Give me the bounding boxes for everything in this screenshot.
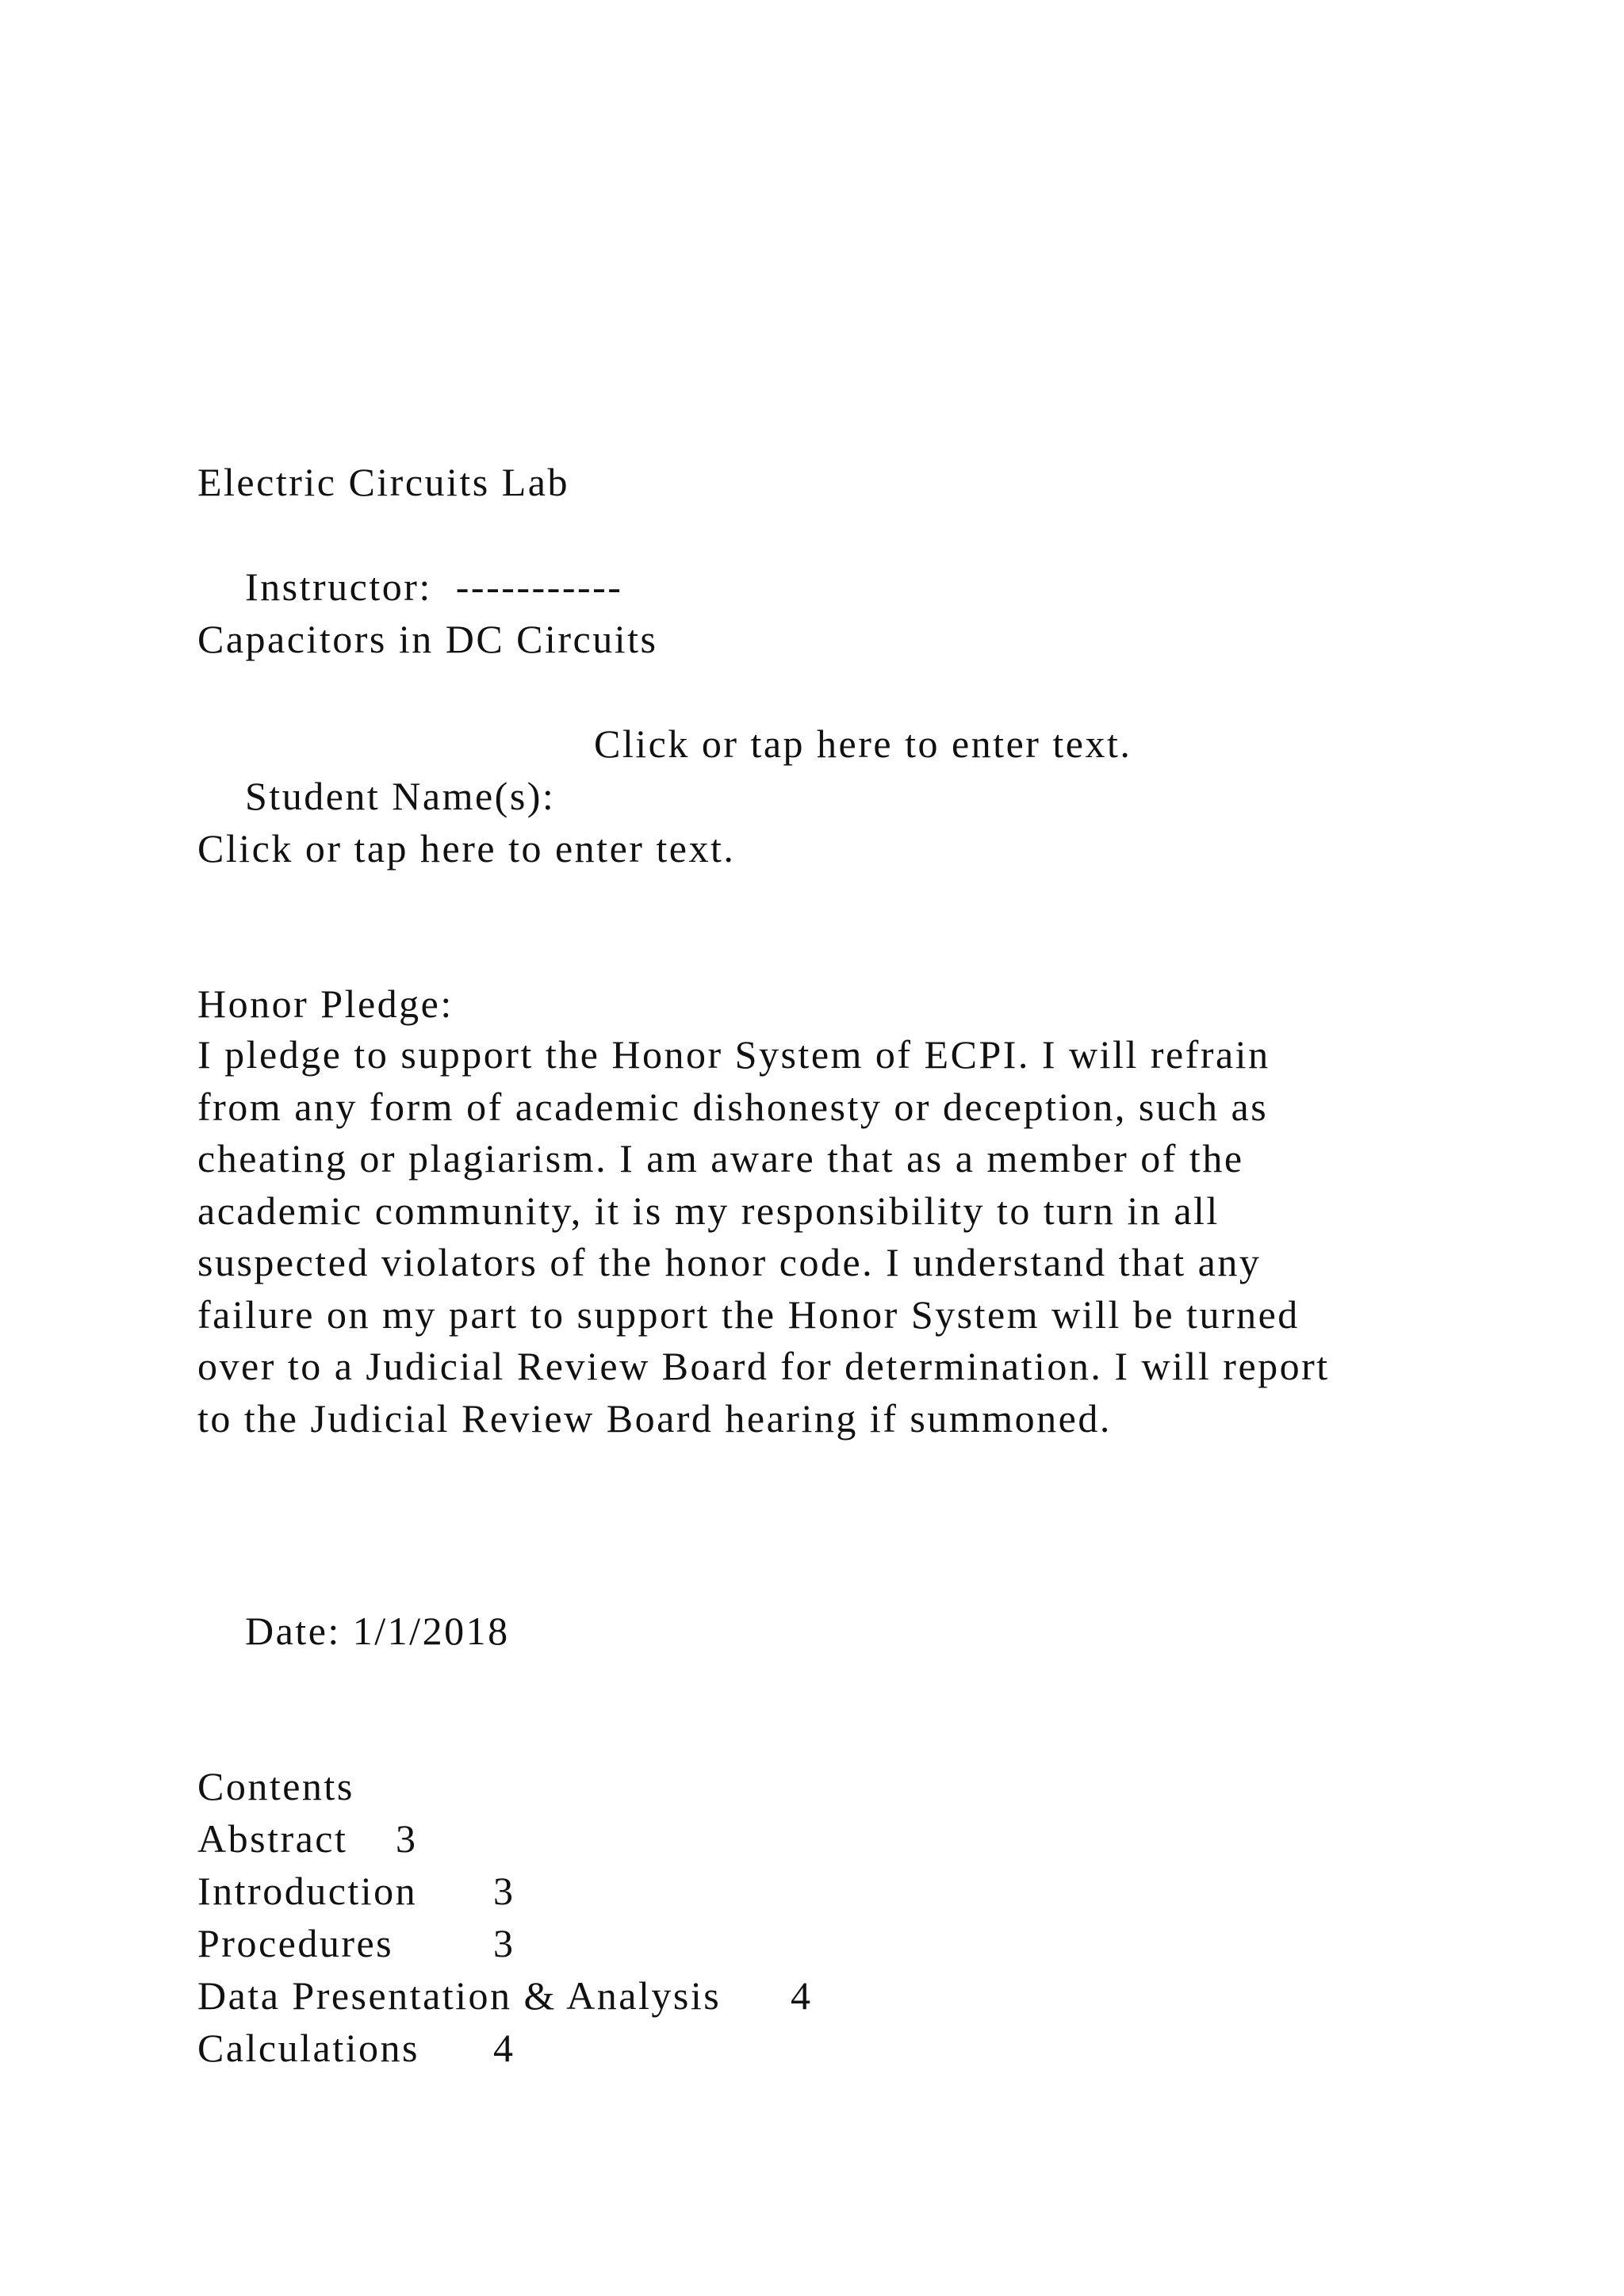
honor-pledge-heading: Honor Pledge:: [197, 982, 454, 1026]
student-names-field[interactable]: Click or tap here to enter text.: [594, 721, 1132, 766]
toc-entry-title: Abstract: [197, 1816, 348, 1861]
course-title: Electric Circuits Lab: [197, 460, 570, 504]
toc-entry-title: Introduction: [197, 1869, 418, 1913]
lab-title: Capacitors in DC Circuits: [197, 617, 658, 661]
honor-pledge-line: academic community, it is my responsibility to turn in all: [197, 1188, 1220, 1233]
toc-entry-page: 3: [396, 1816, 418, 1861]
toc-entry-title: Data Presentation & Analysis: [197, 1973, 722, 2018]
date-line: [197, 1552, 510, 1709]
toc-entry-abstract[interactable]: [197, 1812, 911, 1865]
toc-entry-procedures[interactable]: [197, 1917, 911, 1969]
honor-pledge-line: cheating or plagiarism. I am aware that as a member of the: [197, 1136, 1244, 1181]
honor-pledge-line: to the Judicial Review Board hearing if summoned.: [197, 1395, 1112, 1441]
date-value: 1/1/2018: [352, 1609, 510, 1653]
honor-pledge-line: suspected violators of the honor code. I understand that any: [197, 1240, 1262, 1284]
date-label: Date:: [245, 1609, 341, 1653]
honor-pledge-text: [197, 1029, 1466, 1445]
honor-pledge-line: failure on my part to support the Honor System will be turned: [197, 1292, 1300, 1337]
honor-pledge-line: I pledge to support the Honor System of ECPI. I will refrain: [197, 1032, 1270, 1077]
toc-entry-page: 3: [493, 1921, 515, 1965]
student-names-label: Student Name(s):: [245, 774, 556, 818]
contents-heading: Contents: [197, 1764, 354, 1808]
toc-entry-title: Calculations: [197, 2026, 419, 2070]
honor-pledge-line: over to a Judicial Review Board for determination. I will report: [197, 1344, 1330, 1388]
toc-entry-data-presentation[interactable]: [197, 1969, 911, 2022]
honor-pledge-line: from any form of academic dishonesty or deception, such as: [197, 1084, 1269, 1129]
toc-entry-page: 3: [493, 1869, 515, 1913]
extra-student-field[interactable]: Click or tap here to enter text.: [197, 826, 736, 871]
instructor-label: Instructor:: [245, 564, 432, 609]
toc-entry-page: 4: [493, 2026, 515, 2070]
toc-entry-title: Procedures: [197, 1921, 394, 1965]
toc-entry-page: 4: [791, 1973, 813, 2018]
instructor-value: -----------: [455, 564, 623, 609]
toc-entry-introduction[interactable]: [197, 1865, 911, 1917]
toc-entry-calculations[interactable]: [197, 2022, 911, 2074]
